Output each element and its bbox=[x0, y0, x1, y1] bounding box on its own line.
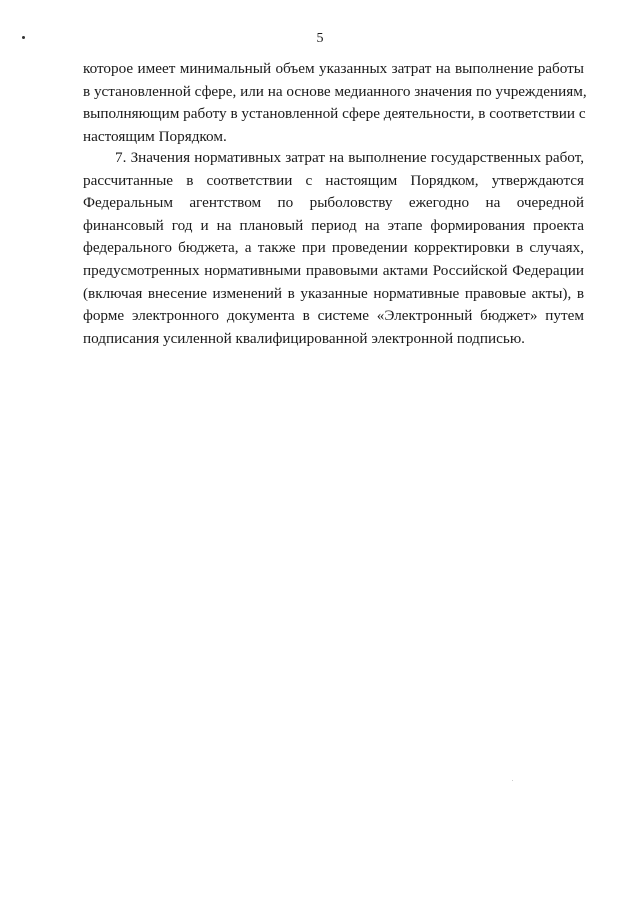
text-line: федерального бюджета, а также при проведении корректировки в случаях, bbox=[83, 239, 584, 257]
text-line: выполняющим работу в установленной сфере деятельности, в соответствии с bbox=[83, 105, 586, 123]
text-line: форме электронного документа в системе «Электронный бюджет» путем bbox=[83, 307, 584, 325]
paragraph-continuation bbox=[83, 58, 587, 148]
text-line: в установленной сфере, или на основе медианного значения по учреждениям, bbox=[83, 82, 587, 100]
page-number: 5 bbox=[316, 31, 324, 46]
scan-speck bbox=[512, 780, 513, 781]
text-line: рассчитанные в соответствии с настоящим Порядком, утверждаются bbox=[83, 171, 584, 189]
text-line: (включая внесение изменений в указанные нормативные правовые акты), в bbox=[83, 284, 584, 302]
text-line: 7. Значения нормативных затрат на выполнение государственных работ, bbox=[115, 149, 584, 166]
text-line: Федеральным агентством по рыболовству ежегодно на очередной bbox=[83, 194, 584, 212]
text-line: подписания усиленной квалифицированной электронной подписью. bbox=[83, 329, 525, 347]
paragraph-item-7 bbox=[83, 147, 584, 350]
text-line: настоящим Порядком. bbox=[83, 127, 227, 145]
text-line: предусмотренных нормативными правовыми актами Российской Федерации bbox=[83, 261, 584, 279]
text-line: финансовый год и на плановый период на этапе формирования проекта bbox=[83, 216, 584, 234]
text-line: которое имеет минимальный объем указанных затрат на выполнение работы bbox=[83, 60, 584, 77]
